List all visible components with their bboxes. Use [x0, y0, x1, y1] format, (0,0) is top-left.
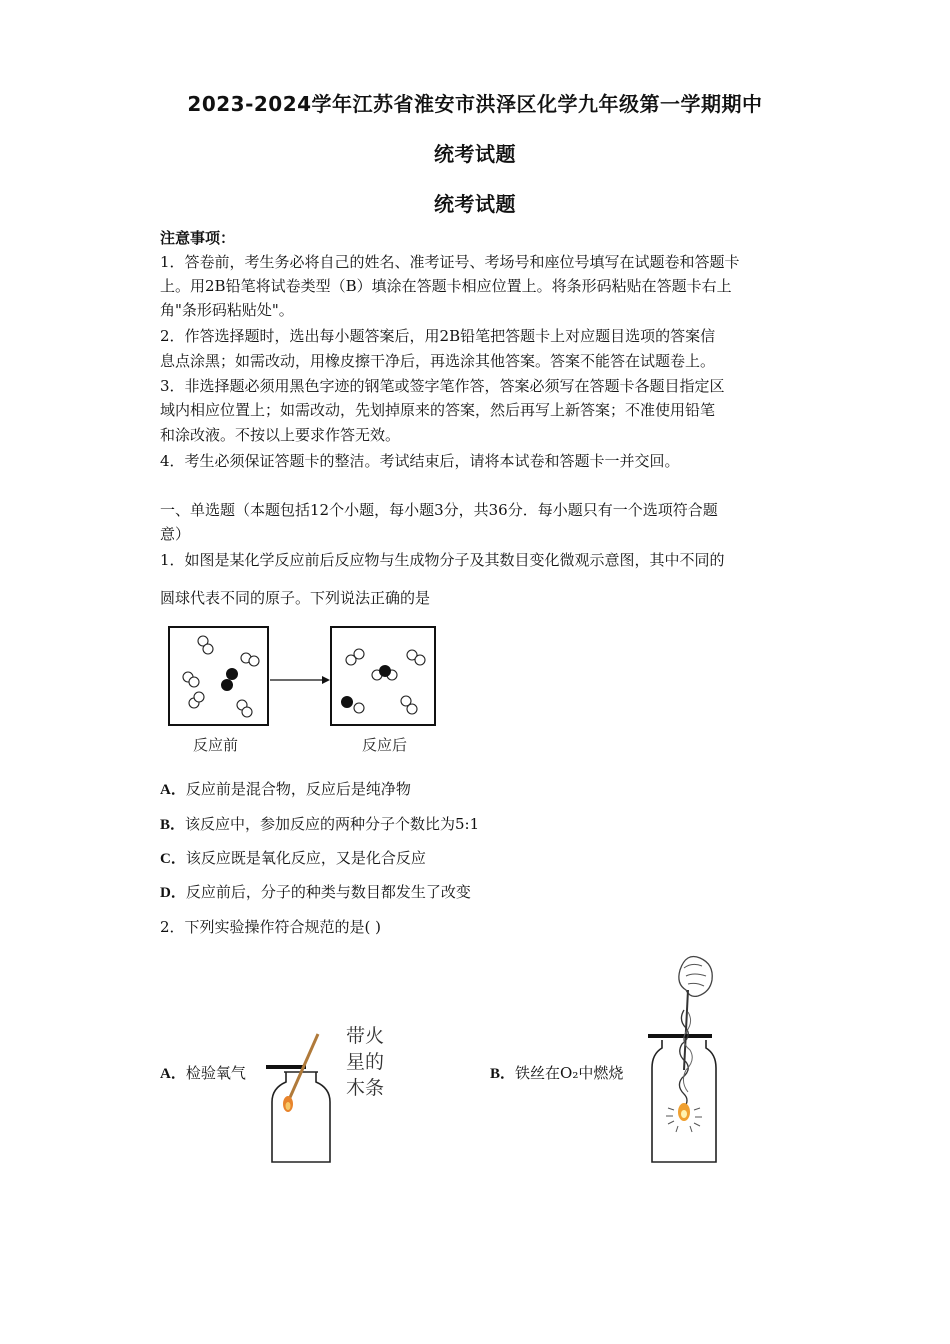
page-title-line2: 统考试题: [434, 142, 516, 166]
q1-stem-line2: 圆球代表不同的原子。下列说法正确的是: [160, 589, 431, 607]
notice-heading: 注意事项：: [160, 229, 236, 247]
page-title-line1: 2023-2024学年江苏省淮安市洪泽区化学九年级第一学期期中: [187, 92, 763, 116]
q1-stem-line1: 1．如图是某化学反应前后反应物与生成物分子及其数目变化微观示意图，其中不同的: [160, 551, 725, 569]
glass-cover: [266, 1065, 306, 1069]
option-label: A．: [160, 782, 186, 798]
q2-option-b[interactable]: [490, 1062, 623, 1083]
q1-option-b[interactable]: [160, 813, 479, 834]
hand-icon: [679, 957, 712, 997]
splint-label-line3: 木条: [346, 1077, 385, 1099]
option-text: 该反应中，参加反应的两种分子个数比为5:1: [185, 815, 480, 833]
q1-option-d[interactable]: [160, 881, 471, 902]
splint-label-line1: 带火: [346, 1025, 385, 1047]
option-label: C．: [160, 851, 186, 867]
option-label: B．: [160, 817, 186, 833]
page-title-line3: 统考试题: [434, 192, 516, 216]
notice-line: 2．作答选择题时，选出每小题答案后，用2B铅笔把答题卡上对应题目选项的答案信: [160, 327, 716, 345]
reaction-arrow-head: [322, 676, 330, 684]
after-label: 反应后: [362, 736, 408, 754]
splint-label-line2: 星的: [346, 1051, 385, 1073]
notice-line: 4．考生必须保证答题卡的整洁。考试结束后，请将本试卷和答题卡一并交回。: [160, 452, 680, 470]
section-heading-line2: 意）: [160, 525, 191, 543]
option-label: A．: [160, 1066, 186, 1082]
q2-figure-b: [640, 950, 740, 1170]
option-text: 反应前后，分子的种类与数目都发生了改变: [185, 883, 471, 901]
notice-line: 上。用2B铅笔将试卷类型（B）填涂在答题卡相应位置上。将条形码粘贴在答题卡右上: [160, 277, 732, 295]
q2-option-a[interactable]: [160, 1062, 246, 1083]
section-heading-line1: 一、单选题（本题包括12个小题，每小题3分，共36分．每小题只有一个选项符合题: [160, 501, 718, 519]
option-text: 铁丝在O₂中燃烧: [515, 1064, 624, 1082]
before-label: 反应前: [193, 736, 239, 754]
q1-option-a[interactable]: [160, 778, 411, 799]
gas-bottle: [272, 1072, 330, 1162]
notice-line: 和涂改液。不按以上要求作答无效。: [160, 426, 401, 444]
option-text: 反应前是混合物，反应后是纯净物: [185, 780, 411, 798]
notice-line: 息点涂黑；如需改动，用橡皮擦干净后，再选涂其他答案。答案不能答在试题卷上。: [160, 352, 716, 370]
option-text: 检验氧气: [185, 1064, 246, 1082]
notice-line: 域内相应位置上；如需改动，先划掉原来的答案，然后再写上新答案；不准使用铅笔: [160, 401, 716, 419]
option-label: D．: [160, 885, 186, 901]
q1-reaction-figure: [160, 620, 450, 760]
notice-line: 角"条形码粘贴处"。: [160, 301, 294, 319]
option-text: 该反应既是氧化反应，又是化合反应: [185, 849, 426, 867]
notice-line: 1．答卷前，考生务必将自己的姓名、准考证号、考场号和座位号填写在试题卷和答题卡: [160, 253, 740, 271]
notice-line: 3．非选择题必须用黑色字迹的钢笔或签字笔作答，答案必须写在答题卡各题目指定区: [160, 377, 725, 395]
q2-stem: 2．下列实验操作符合规范的是( ): [160, 918, 382, 936]
option-label: B．: [490, 1066, 516, 1082]
q1-option-c[interactable]: [160, 847, 426, 868]
q2-figure-a: [258, 1020, 408, 1170]
glass-cover: [648, 1034, 712, 1038]
